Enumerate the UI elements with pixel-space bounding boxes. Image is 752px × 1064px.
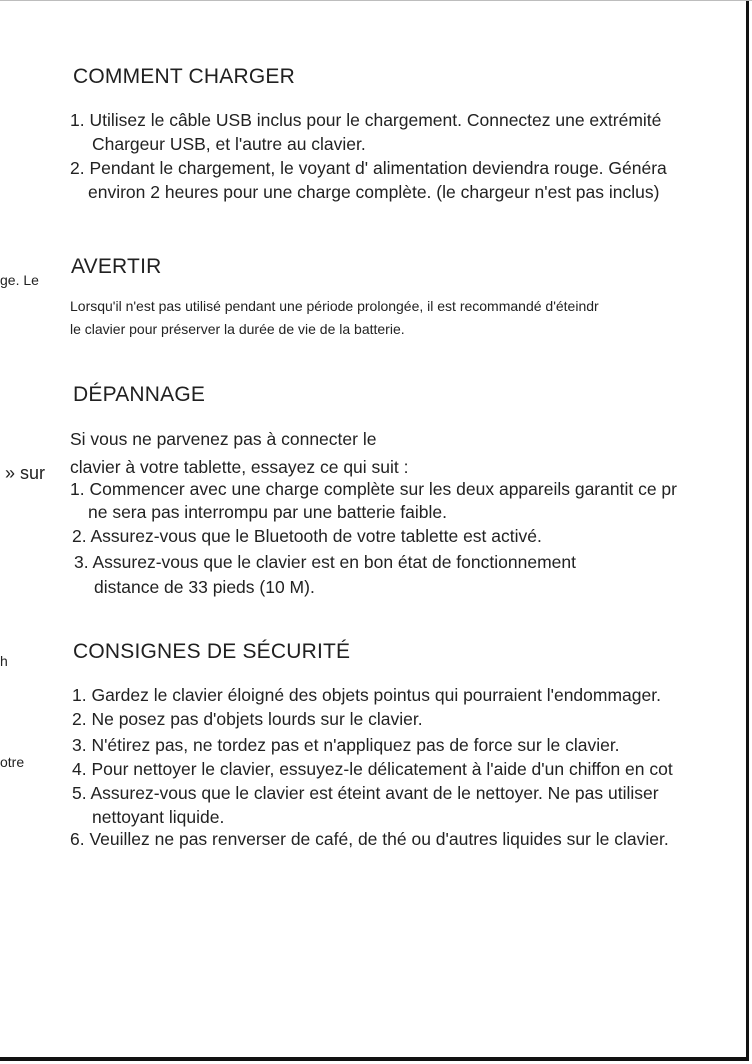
left-column-fragment: » sur	[5, 463, 46, 483]
troubleshooting-item-1-continued: ne sera pas interrompu par une batterie faible.	[88, 502, 447, 522]
safety-heading: CONSIGNES DE SÉCURITÉ	[73, 640, 351, 663]
charging-step-1-continued: Chargeur USB, et l'autre au clavier.	[92, 134, 366, 154]
safety-item-6: 6. Veuillez ne pas renverser de café, de thé ou d'autres liquides sur le clavier.	[70, 829, 669, 849]
charging-step-1: 1. Utilisez le câble USB inclus pour le chargement. Connectez une extrémité	[70, 110, 662, 130]
warning-text-line: Lorsqu'il n'est pas utilisé pendant une période prolongée, il est recommandé d'éteindr	[70, 298, 599, 314]
charging-step-2: 2. Pendant le chargement, le voyant d' alimentation deviendra rouge. Généra	[70, 158, 667, 178]
troubleshooting-intro: Si vous ne parvenez pas à connecter le	[70, 429, 377, 449]
warning-text-line: le clavier pour préserver la durée de vie de la batterie.	[70, 321, 405, 337]
troubleshooting-item-3: 3. Assurez-vous que le clavier est en bon état de fonctionnement	[74, 552, 576, 572]
warning-heading: AVERTIR	[71, 255, 162, 278]
troubleshooting-heading: DÉPANNAGE	[73, 383, 206, 406]
troubleshooting-item-3-continued: distance de 33 pieds (10 M).	[94, 577, 315, 597]
safety-item-1: 1. Gardez le clavier éloigné des objets pointus qui pourraient l'endommager.	[72, 685, 661, 705]
page-bottom-border	[0, 1057, 749, 1061]
safety-item-5-continued: nettoyant liquide.	[92, 807, 225, 827]
left-column-fragment: h	[0, 653, 8, 669]
safety-item-3: 3. N'étirez pas, ne tordez pas et n'appliquez pas de force sur le clavier.	[72, 735, 620, 755]
safety-item-2: 2. Ne posez pas d'objets lourds sur le clavier.	[72, 709, 423, 729]
left-column-fragment: ge. Le	[0, 272, 39, 288]
page-content	[0, 1, 745, 1056]
safety-item-4: 4. Pour nettoyer le clavier, essuyez-le délicatement à l'aide d'un chiffon en cot	[72, 759, 673, 779]
charging-step-2-continued: environ 2 heures pour une charge complète. (le chargeur n'est pas inclus)	[88, 182, 660, 202]
charging-heading: COMMENT CHARGER	[73, 65, 295, 88]
safety-item-5: 5. Assurez-vous que le clavier est éteint avant de le nettoyer. Ne pas utiliser	[72, 783, 659, 803]
troubleshooting-item-1: 1. Commencer avec une charge complète sur les deux appareils garantit ce pr	[70, 479, 677, 499]
left-column-fragment: otre	[0, 754, 25, 770]
page-right-border	[746, 1, 749, 1059]
troubleshooting-item-2: 2. Assurez-vous que le Bluetooth de votre tablette est activé.	[72, 526, 542, 546]
troubleshooting-intro: clavier à votre tablette, essayez ce qui suit :	[70, 457, 409, 477]
